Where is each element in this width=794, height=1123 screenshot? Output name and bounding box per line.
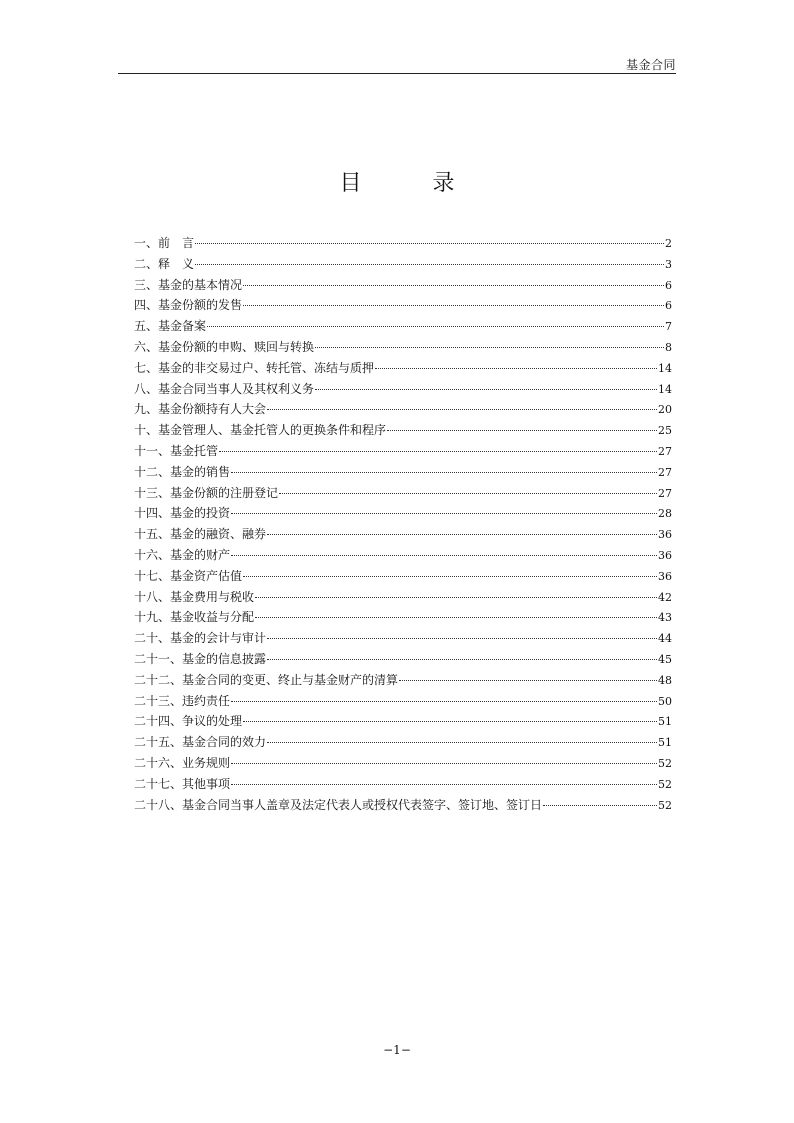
toc-entry-title: 五、基金备案 bbox=[134, 319, 207, 334]
toc-entry-title: 二十八、基金合同当事人盖章及法定代表人或授权代表签字、签订地、签订日 bbox=[134, 797, 543, 812]
toc-entry[interactable] bbox=[134, 774, 672, 795]
toc-entry-page: 7 bbox=[665, 320, 672, 334]
toc-entry-title: 十六、基金的财产 bbox=[134, 547, 231, 562]
toc-dot-leader bbox=[267, 659, 657, 660]
toc-entry[interactable] bbox=[134, 670, 672, 691]
toc-dot-leader bbox=[243, 305, 664, 306]
toc-entry[interactable] bbox=[134, 732, 672, 753]
running-header: 基金合同 bbox=[625, 58, 676, 72]
toc-entry-title: 二、释 义 bbox=[134, 256, 195, 271]
toc-entry-title: 二十三、违约责任 bbox=[134, 693, 231, 708]
toc-entry[interactable] bbox=[134, 587, 672, 608]
toc-entry[interactable] bbox=[134, 753, 672, 774]
toc-entry[interactable] bbox=[134, 628, 672, 649]
toc-entry-page: 20 bbox=[658, 403, 672, 417]
toc-entry-title: 四、基金份额的发售 bbox=[134, 298, 243, 313]
toc-entry-page: 36 bbox=[658, 569, 672, 583]
table-of-contents bbox=[134, 233, 672, 815]
toc-entry[interactable] bbox=[134, 441, 672, 462]
toc-dot-leader bbox=[243, 721, 657, 722]
toc-entry-title: 十五、基金的融资、融券 bbox=[134, 527, 267, 542]
toc-entry-title: 二十五、基金合同的效力 bbox=[134, 735, 267, 750]
toc-entry[interactable] bbox=[134, 545, 672, 566]
toc-entry-page: 6 bbox=[665, 299, 672, 313]
toc-dot-leader bbox=[231, 555, 657, 556]
toc-dot-leader bbox=[219, 451, 657, 452]
toc-dot-leader bbox=[315, 389, 657, 390]
toc-entry-page: 42 bbox=[658, 590, 672, 604]
toc-entry[interactable] bbox=[134, 316, 672, 337]
toc-entry[interactable] bbox=[134, 503, 672, 524]
toc-dot-leader bbox=[207, 326, 664, 327]
toc-dot-leader bbox=[267, 742, 657, 743]
toc-dot-leader bbox=[195, 243, 664, 244]
toc-entry-title: 二十一、基金的信息披露 bbox=[134, 651, 267, 666]
toc-dot-leader bbox=[243, 285, 664, 286]
toc-dot-leader bbox=[267, 638, 657, 639]
toc-entry-title: 十一、基金托管 bbox=[134, 443, 219, 458]
toc-entry[interactable] bbox=[134, 399, 672, 420]
toc-entry-page: 25 bbox=[658, 424, 672, 438]
toc-entry[interactable] bbox=[134, 254, 672, 275]
toc-entry-page: 51 bbox=[658, 715, 672, 729]
toc-entry[interactable] bbox=[134, 649, 672, 670]
toc-dot-leader bbox=[267, 409, 657, 410]
toc-entry[interactable] bbox=[134, 275, 672, 296]
toc-entry-page: 45 bbox=[658, 652, 672, 666]
toc-entry-title: 一、前 言 bbox=[134, 236, 195, 250]
toc-entry-page: 6 bbox=[665, 278, 672, 292]
toc-dot-leader bbox=[231, 763, 657, 764]
toc-entry-page: 36 bbox=[658, 548, 672, 562]
toc-entry-title: 十九、基金收益与分配 bbox=[134, 610, 255, 625]
toc-entry-title: 十二、基金的销售 bbox=[134, 464, 231, 479]
toc-entry[interactable] bbox=[134, 337, 672, 358]
toc-entry-title: 二十二、基金合同的变更、终止与基金财产的清算 bbox=[134, 672, 399, 687]
toc-entry[interactable] bbox=[134, 483, 672, 504]
toc-entry-title: 三、基金的基本情况 bbox=[134, 277, 243, 292]
toc-entry-title: 十八、基金费用与税收 bbox=[134, 589, 255, 604]
toc-entry-page: 27 bbox=[658, 486, 672, 500]
toc-entry-title: 十七、基金资产估值 bbox=[134, 568, 243, 583]
toc-dot-leader bbox=[231, 513, 657, 514]
toc-entry-title: 二十四、争议的处理 bbox=[134, 714, 243, 729]
toc-entry-title: 十、基金管理人、基金托管人的更换条件和程序 bbox=[134, 423, 387, 438]
toc-dot-leader bbox=[279, 493, 657, 494]
toc-entry-page: 27 bbox=[658, 444, 672, 458]
toc-dot-leader bbox=[267, 534, 657, 535]
toc-entry[interactable] bbox=[134, 358, 672, 379]
toc-entry-title: 八、基金合同当事人及其权利义务 bbox=[134, 381, 315, 396]
toc-dot-leader bbox=[543, 805, 657, 806]
toc-entry[interactable] bbox=[134, 711, 672, 732]
toc-entry-page: 51 bbox=[658, 736, 672, 750]
toc-entry-title: 七、基金的非交易过户、转托管、冻结与质押 bbox=[134, 360, 375, 375]
toc-entry-page: 3 bbox=[665, 257, 672, 271]
toc-entry-page: 44 bbox=[658, 632, 672, 646]
page-number: −1− bbox=[383, 1043, 411, 1057]
toc-entry-page: 8 bbox=[665, 340, 672, 354]
toc-entry-page: 48 bbox=[658, 673, 672, 687]
header-rule bbox=[118, 73, 676, 74]
toc-dot-leader bbox=[375, 368, 657, 369]
toc-entry-page: 2 bbox=[665, 237, 672, 250]
toc-entry-title: 二十六、业务规则 bbox=[134, 755, 231, 770]
toc-entry-page: 28 bbox=[658, 507, 672, 521]
toc-entry[interactable] bbox=[134, 566, 672, 587]
toc-dot-leader bbox=[255, 617, 657, 618]
toc-entry[interactable] bbox=[134, 462, 672, 483]
toc-entry[interactable] bbox=[134, 691, 672, 712]
toc-dot-leader bbox=[255, 597, 657, 598]
toc-entry[interactable] bbox=[134, 524, 672, 545]
toc-dot-leader bbox=[243, 576, 657, 577]
toc-entry[interactable] bbox=[134, 295, 672, 316]
toc-entry-page: 27 bbox=[658, 465, 672, 479]
page-title: 目 录 bbox=[339, 171, 487, 196]
toc-dot-leader bbox=[315, 347, 664, 348]
toc-entry[interactable] bbox=[134, 233, 672, 254]
toc-entry-page: 52 bbox=[658, 756, 672, 770]
toc-entry-page: 14 bbox=[658, 361, 672, 375]
toc-entry-title: 二十七、其他事项 bbox=[134, 776, 231, 791]
toc-entry-page: 50 bbox=[658, 694, 672, 708]
toc-entry[interactable] bbox=[134, 379, 672, 400]
toc-dot-leader bbox=[387, 430, 657, 431]
toc-entry[interactable] bbox=[134, 420, 672, 441]
toc-entry-title: 九、基金份额持有人大会 bbox=[134, 402, 267, 417]
toc-dot-leader bbox=[195, 264, 664, 265]
toc-dot-leader bbox=[399, 680, 657, 681]
toc-entry-page: 43 bbox=[658, 611, 672, 625]
toc-entry-title: 十三、基金份额的注册登记 bbox=[134, 485, 279, 500]
toc-entry-page: 14 bbox=[658, 382, 672, 396]
toc-entry-title: 十四、基金的投资 bbox=[134, 506, 231, 521]
toc-entry-title: 二十、基金的会计与审计 bbox=[134, 631, 267, 646]
toc-entry-page: 36 bbox=[658, 528, 672, 542]
toc-entry-page: 52 bbox=[658, 798, 672, 812]
toc-entry-title: 六、基金份额的申购、赎回与转换 bbox=[134, 339, 315, 354]
toc-entry-page: 52 bbox=[658, 777, 672, 791]
toc-entry[interactable] bbox=[134, 795, 672, 816]
toc-entry[interactable] bbox=[134, 607, 672, 628]
toc-dot-leader bbox=[231, 472, 657, 473]
toc-dot-leader bbox=[231, 784, 657, 785]
toc-dot-leader bbox=[231, 701, 657, 702]
